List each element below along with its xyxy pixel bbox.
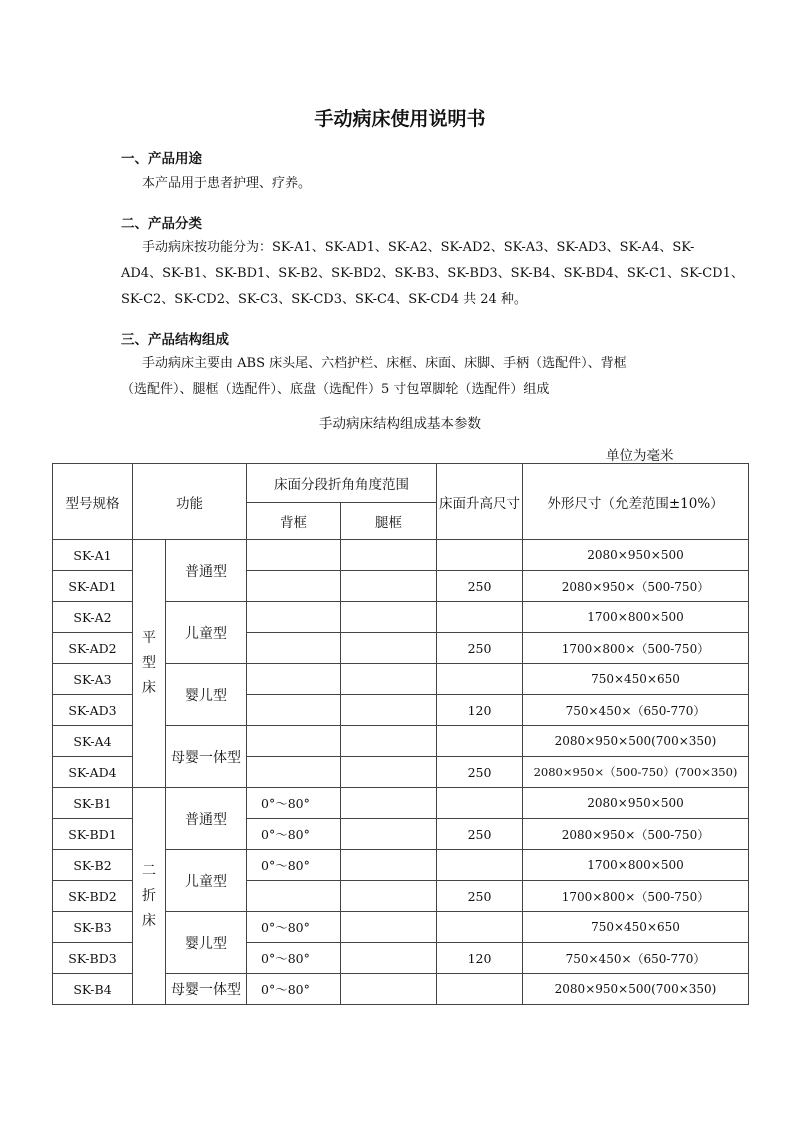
cell-leg <box>341 819 437 850</box>
cell-dims: 750×450×650 <box>523 912 749 943</box>
cell-back <box>247 540 341 571</box>
category-flat-bed: 平 型 床 <box>133 540 166 788</box>
type-cell: 儿童型 <box>166 602 247 664</box>
cell-model: SK-B3 <box>53 912 133 943</box>
cell-model: SK-AD4 <box>53 757 133 788</box>
cell-leg <box>341 602 437 633</box>
cell-leg <box>341 695 437 726</box>
cell-dims: 2080×950×500(700×350) <box>523 974 749 1005</box>
type-cell: 普通型 <box>166 540 247 602</box>
cell-model: SK-A1 <box>53 540 133 571</box>
cell-back: 0°～80° <box>247 788 341 819</box>
cell-back <box>247 633 341 664</box>
classification-line-2: AD4、SK-B1、SK-BD1、SK-B2、SK-BD2、SK-B3、SK-BD3、SK-B4、SK-BD4、SK-C1、SK-CD1、 <box>121 266 744 281</box>
cell-back <box>247 757 341 788</box>
document-title: 手动病床使用说明书 <box>314 108 486 130</box>
table-header-row <box>53 464 749 503</box>
cell-lift: 120 <box>437 695 523 726</box>
cell-leg <box>341 881 437 912</box>
cell-model: SK-AD2 <box>53 633 133 664</box>
type-cell: 普通型 <box>166 788 247 850</box>
cell-lift: 250 <box>437 819 523 850</box>
cell-leg <box>341 540 437 571</box>
cell-leg <box>341 850 437 881</box>
cell-dims: 2080×950×500 <box>523 540 749 571</box>
section-heading-purpose: 一、产品用途 <box>121 151 202 167</box>
cell-leg <box>341 726 437 757</box>
cell-model: SK-AD1 <box>53 571 133 602</box>
cell-dims: 750×450×650 <box>523 664 749 695</box>
table-row <box>53 540 749 571</box>
header-model: 型号规格 <box>53 464 133 540</box>
cell-lift <box>437 974 523 1005</box>
cell-lift <box>437 912 523 943</box>
cell-dims: 750×450×（650-770） <box>523 695 749 726</box>
cell-lift <box>437 602 523 633</box>
cell-leg <box>341 943 437 974</box>
cell-model: SK-A4 <box>53 726 133 757</box>
cell-leg <box>341 571 437 602</box>
cell-back: 0°～80° <box>247 819 341 850</box>
unit-note: 单位为毫米 <box>606 448 674 464</box>
type-cell: 婴儿型 <box>166 912 247 974</box>
cell-dims: 1700×800×500 <box>523 602 749 633</box>
cell-back <box>247 602 341 633</box>
cell-lift: 250 <box>437 881 523 912</box>
parameter-table <box>52 463 749 1005</box>
cell-dims: 2080×950×500 <box>523 788 749 819</box>
cell-model: SK-A2 <box>53 602 133 633</box>
cell-lift <box>437 664 523 695</box>
cell-leg <box>341 664 437 695</box>
cell-dims: 2080×950×500(700×350) <box>523 726 749 757</box>
header-lift: 床面升高尺寸 <box>437 464 523 540</box>
cell-model: SK-B4 <box>53 974 133 1005</box>
purpose-text: 本产品用于患者护理、疗养。 <box>142 176 312 191</box>
type-cell: 母婴一体型 <box>166 974 247 1005</box>
cell-model: SK-BD3 <box>53 943 133 974</box>
cell-back: 0°～80° <box>247 943 341 974</box>
cell-back <box>247 571 341 602</box>
structure-line-1: 手动病床主要由 ABS 床头尾、六档护栏、床框、床面、床脚、手柄（选配件）、背框 <box>142 356 627 371</box>
cell-lift <box>437 726 523 757</box>
cell-lift <box>437 788 523 819</box>
cell-leg <box>341 633 437 664</box>
header-function: 功能 <box>133 464 247 540</box>
cell-back: 0°～80° <box>247 850 341 881</box>
type-cell: 母婴一体型 <box>166 726 247 788</box>
cell-dims: 2080×950×（500-750） <box>523 571 749 602</box>
section-heading-structure: 三、产品结构组成 <box>121 332 229 348</box>
cell-back: 0°～80° <box>247 974 341 1005</box>
classification-line-1: 手动病床按功能分为：SK-A1、SK-AD1、SK-A2、SK-AD2、SK-A3、SK-AD3、SK-A4、SK- <box>142 240 695 255</box>
cell-dims: 750×450×（650-770） <box>523 943 749 974</box>
cell-lift <box>437 540 523 571</box>
cell-model: SK-AD3 <box>53 695 133 726</box>
section-heading-classification: 二、产品分类 <box>121 216 202 232</box>
table-caption: 手动病床结构组成基本参数 <box>319 416 481 432</box>
cell-leg <box>341 788 437 819</box>
cell-leg <box>341 912 437 943</box>
table-row <box>53 788 749 819</box>
cell-model: SK-BD1 <box>53 819 133 850</box>
header-angle-range: 床面分段折角角度范围 <box>247 464 437 503</box>
cell-dims: 2080×950×（500-750） <box>523 819 749 850</box>
cell-dims: 1700×800×500 <box>523 850 749 881</box>
cell-leg <box>341 757 437 788</box>
header-back: 背框 <box>247 503 341 540</box>
cell-lift: 250 <box>437 633 523 664</box>
cell-dims: 1700×800×（500-750） <box>523 881 749 912</box>
classification-line-3: SK-C2、SK-CD2、SK-C3、SK-CD3、SK-C4、SK-CD4 共 24 种。 <box>121 292 527 307</box>
cell-lift: 250 <box>437 571 523 602</box>
cell-lift: 120 <box>437 943 523 974</box>
cell-lift <box>437 850 523 881</box>
cell-back <box>247 881 341 912</box>
header-leg: 腿框 <box>341 503 437 540</box>
cell-back <box>247 726 341 757</box>
cell-model: SK-BD2 <box>53 881 133 912</box>
type-cell: 婴儿型 <box>166 664 247 726</box>
header-dims: 外形尺寸（允差范围±10%） <box>523 464 749 540</box>
cell-back <box>247 695 341 726</box>
cell-leg <box>341 974 437 1005</box>
category-two-fold-bed: 二 折 床 <box>133 788 166 1005</box>
cell-lift: 250 <box>437 757 523 788</box>
structure-line-2: （选配件）、腿框（选配件）、底盘（选配件）5 寸包罩脚轮（选配件）组成 <box>121 382 550 397</box>
cell-model: SK-B1 <box>53 788 133 819</box>
type-cell: 儿童型 <box>166 850 247 912</box>
cell-back <box>247 664 341 695</box>
cell-dims: 2080×950×（500-750）(700×350) <box>523 757 749 788</box>
cell-dims: 1700×800×（500-750） <box>523 633 749 664</box>
cell-model: SK-A3 <box>53 664 133 695</box>
cell-back: 0°～80° <box>247 912 341 943</box>
cell-model: SK-B2 <box>53 850 133 881</box>
